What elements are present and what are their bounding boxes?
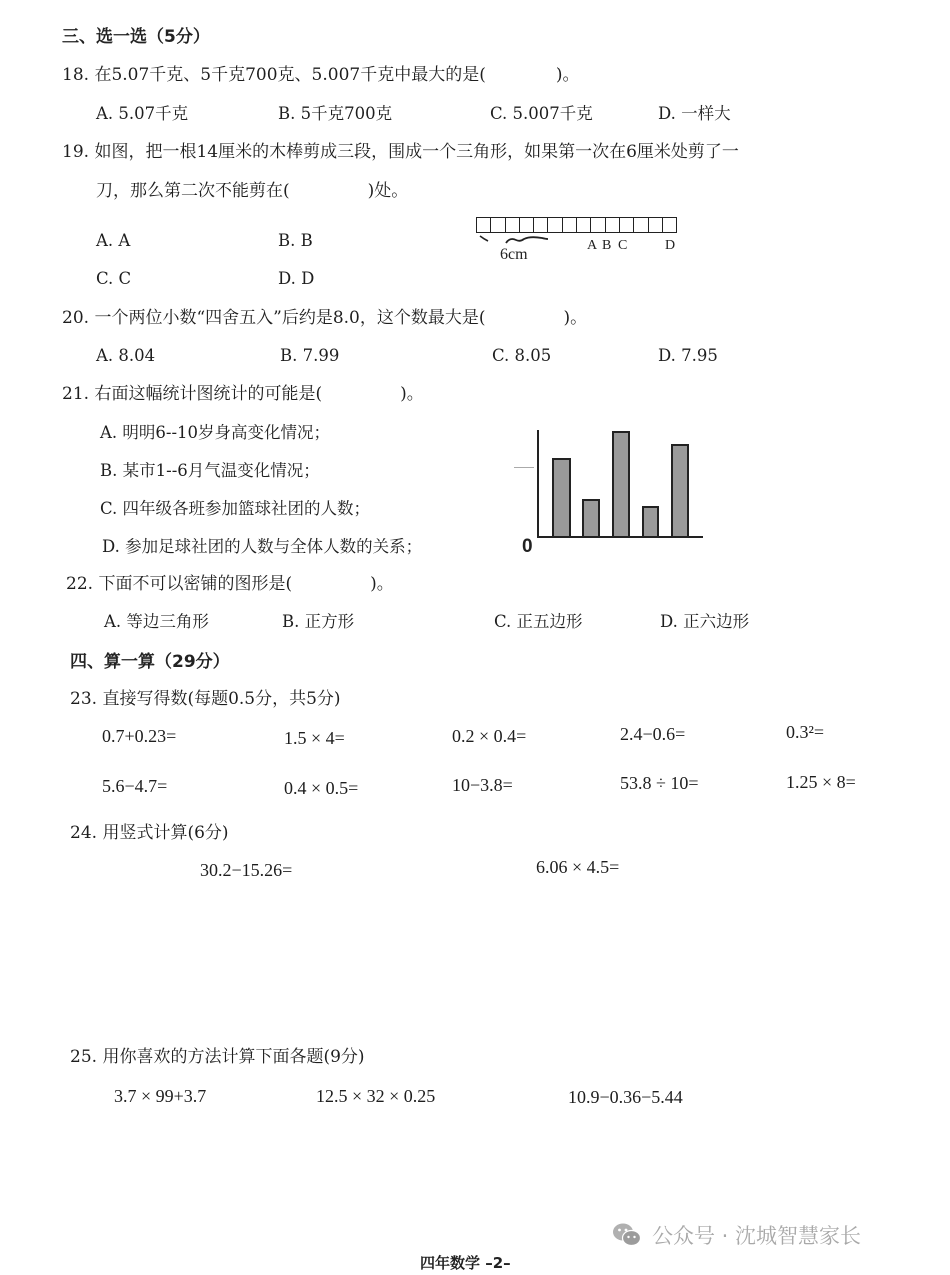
q23-item-9: 53.8 ÷ 10= <box>620 773 699 793</box>
bar-chart <box>500 415 730 565</box>
q23-item-7: 0.4 × 0.5= <box>284 778 359 798</box>
q21-option-a: A. 明明6--10岁身高变化情况； <box>100 423 331 442</box>
question-19-line1: 19. 如图，把一根14厘米的木棒剪成三段，围成一个三角形，如果第一次在6厘米处剪了一 <box>62 142 739 162</box>
question-20-stem-end: )。 <box>563 308 588 328</box>
chart-bar-2 <box>582 499 600 538</box>
chart-tick-mark <box>514 467 534 468</box>
chart-bar-5 <box>671 444 689 538</box>
question-24-stem: 24. 用竖式计算(6分) <box>70 823 229 843</box>
q20-option-b: B. 7.99 <box>280 346 340 365</box>
question-18-stem <box>62 64 580 86</box>
q25-item-1: 3.7 × 99+3.7 <box>114 1086 207 1106</box>
question-21-stem-end: )。 <box>400 384 424 404</box>
stick-ruler-figure <box>476 217 677 233</box>
chart-bar-1 <box>552 458 571 538</box>
question-19-text: 刀，那么第二次不能剪在( <box>96 181 290 201</box>
mark-c: C <box>618 238 628 253</box>
q19-option-d: D. D <box>278 269 315 288</box>
q23-item-10: 1.25 × 8= <box>786 772 856 792</box>
q21-option-d: D. 参加足球社团的人数与全体人数的关系； <box>102 537 423 556</box>
q25-item-3: 10.9−0.36−5.44 <box>568 1087 683 1107</box>
wechat-icon <box>612 1222 642 1248</box>
q21-option-c: C. 四年级各班参加篮球社团的人数； <box>100 499 371 518</box>
chart-bar-4 <box>642 506 659 538</box>
brace-label: 6cm <box>500 246 528 263</box>
chart-y-axis <box>537 430 539 538</box>
question-21-stem <box>62 383 424 405</box>
q18-option-d: D. 一样大 <box>658 104 731 123</box>
section-4-title: 四、算一算（29分） <box>70 652 230 672</box>
page-footer: 四年数学 –2– <box>420 1254 511 1272</box>
q23-item-2: 1.5 × 4= <box>284 728 345 748</box>
question-21-text: 21. 右面这幅统计图统计的可能是( <box>62 384 323 404</box>
watermark <box>612 1220 861 1250</box>
chart-bar-3 <box>612 431 630 538</box>
chart-origin-label: 0 <box>522 536 533 557</box>
question-18-stem-end: )。 <box>555 65 580 85</box>
q23-item-6: 5.6−4.7= <box>102 776 168 796</box>
q22-option-d: D. 正六边形 <box>660 612 750 631</box>
mark-b: B <box>602 238 612 253</box>
q20-option-d: D. 7.95 <box>658 346 718 365</box>
question-22-stem-end: )。 <box>370 574 394 594</box>
q22-option-b: B. 正方形 <box>282 612 355 631</box>
question-22-stem <box>66 573 394 595</box>
mark-d: D <box>665 238 676 253</box>
q23-item-3: 0.2 × 0.4= <box>452 726 527 746</box>
q19-option-c: C. C <box>96 269 132 288</box>
question-20-text: 20. 一个两位小数“四舍五入”后约是8.0，这个数最大是( <box>62 308 486 328</box>
question-20-stem <box>62 307 587 329</box>
q20-option-a: A. 8.04 <box>96 346 156 365</box>
q24-item-1: 30.2−15.26= <box>200 860 293 880</box>
question-22-text: 22. 下面不可以密铺的图形是( <box>66 574 293 594</box>
q18-option-a: A. 5.07千克 <box>96 104 189 123</box>
q24-item-2: 6.06 × 4.5= <box>536 857 620 877</box>
section-3-title: 三、选一选（5分） <box>62 27 210 47</box>
q19-option-b: B. B <box>278 231 313 250</box>
question-19-line2 <box>96 180 408 202</box>
q23-item-5: 0.3²= <box>786 722 825 742</box>
q18-option-b: B. 5千克700克 <box>278 104 393 123</box>
q22-option-c: C. 正五边形 <box>494 612 583 631</box>
q23-item-1: 0.7+0.23= <box>102 726 177 746</box>
question-25-stem: 25. 用你喜欢的方法计算下面各题(9分) <box>70 1047 365 1067</box>
q23-item-4: 2.4−0.6= <box>620 724 686 744</box>
q20-option-c: C. 8.05 <box>492 346 552 365</box>
question-19-stem-end: )处。 <box>367 181 409 201</box>
q23-item-8: 10−3.8= <box>452 775 513 795</box>
q18-option-c: C. 5.007千克 <box>490 104 593 123</box>
watermark-text: 公众号 · 沈城智慧家长 <box>652 1224 862 1248</box>
q22-option-a: A. 等边三角形 <box>104 612 209 631</box>
q19-option-a: A. A <box>96 231 131 250</box>
q25-item-2: 12.5 × 32 × 0.25 <box>316 1086 436 1106</box>
q21-option-b: B. 某市1--6月气温变化情况； <box>100 461 320 480</box>
question-23-stem: 23. 直接写得数(每题0.5分，共5分) <box>70 689 341 709</box>
question-18-text: 18. 在5.07千克、5千克700克、5.007千克中最大的是( <box>62 65 486 85</box>
mark-a: A <box>587 238 598 253</box>
